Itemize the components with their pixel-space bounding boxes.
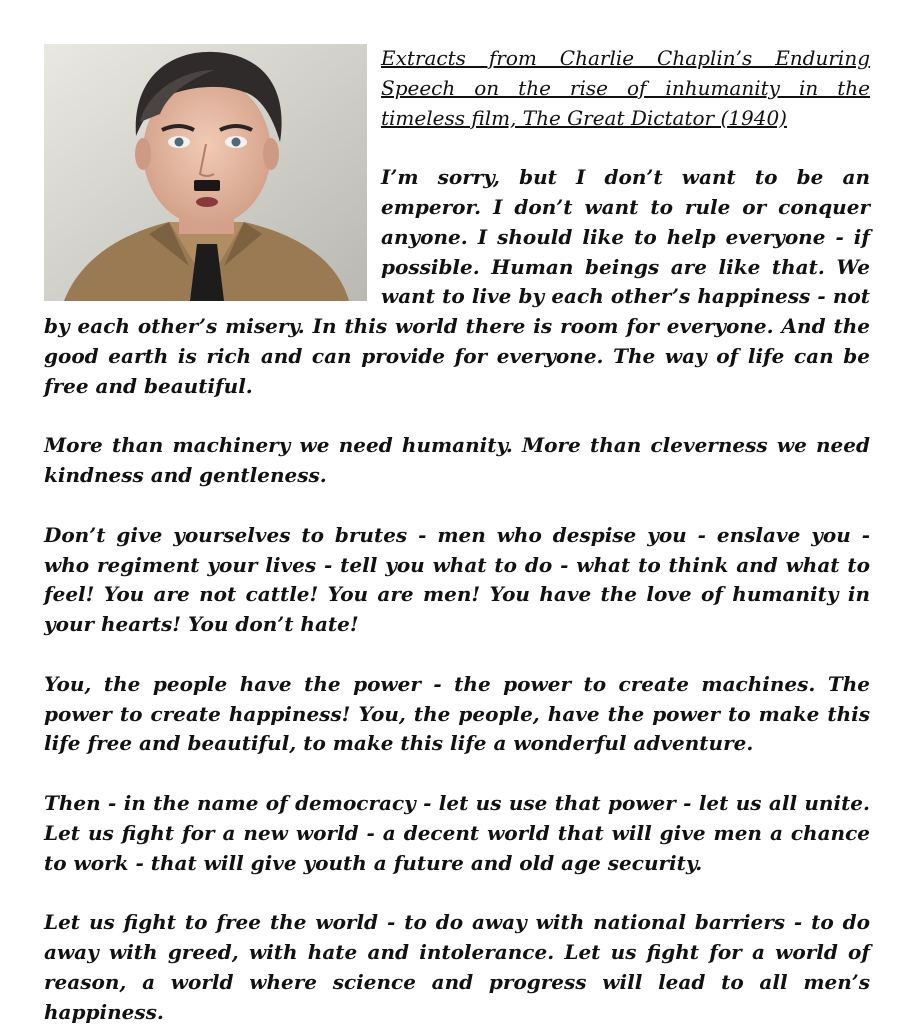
speech-document [44,44,870,1027]
spacer [44,878,870,908]
paragraph: Let us fight to free the world - to do away with national barriers - to do away with greed, with hate and intolerance. Let us fight for a world of reason, a world where science and progress will lead to all men’s happiness. [44,910,870,1024]
paragraph: Don’t give yourselves to brutes - men who despise you - enslave you - who regiment your lives - tell you what to do - what to think and what to feel! You are not cattle! You are men! You have the love of humanity in your hearts! You don’t hate! [44,522,870,637]
spacer [44,402,870,432]
paragraph: You, the people have the power - the power to create machines. The power to create happiness! You, the people, have the power to make this life free and beautiful, to make this life a wonderful adventure. [44,671,870,756]
paragraph: More than machinery we need humanity. More than cleverness we need kindness and gentleness. [44,433,870,488]
spacer [44,491,870,521]
paragraph: Then - in the name of democracy - let us use that power - let us all unite. Let us fight for a new world - a decent world that will give men a chance to work - that will give youth a future and old age security. [44,790,870,875]
spacer [44,640,870,670]
charlie-chaplin-portrait [44,44,367,301]
spacer [44,759,870,789]
paragraph: I’m sorry, but I don’t want to be an emperor. I don’t want to rule or conquer anyone. I should like to help everyone - if possible. Human beings are like that. We want to live by each other’s happiness - not by each other’s misery. In this world there is room for everyone. And the good earth is rich and can provide for everyone. The way of life can be free and beautiful. [44,165,870,398]
document-title: Extracts from Charlie Chaplin’s Enduring Speech on the rise of inhumanity in the timeless film, The Great Dictator (1940) [381,46,870,130]
